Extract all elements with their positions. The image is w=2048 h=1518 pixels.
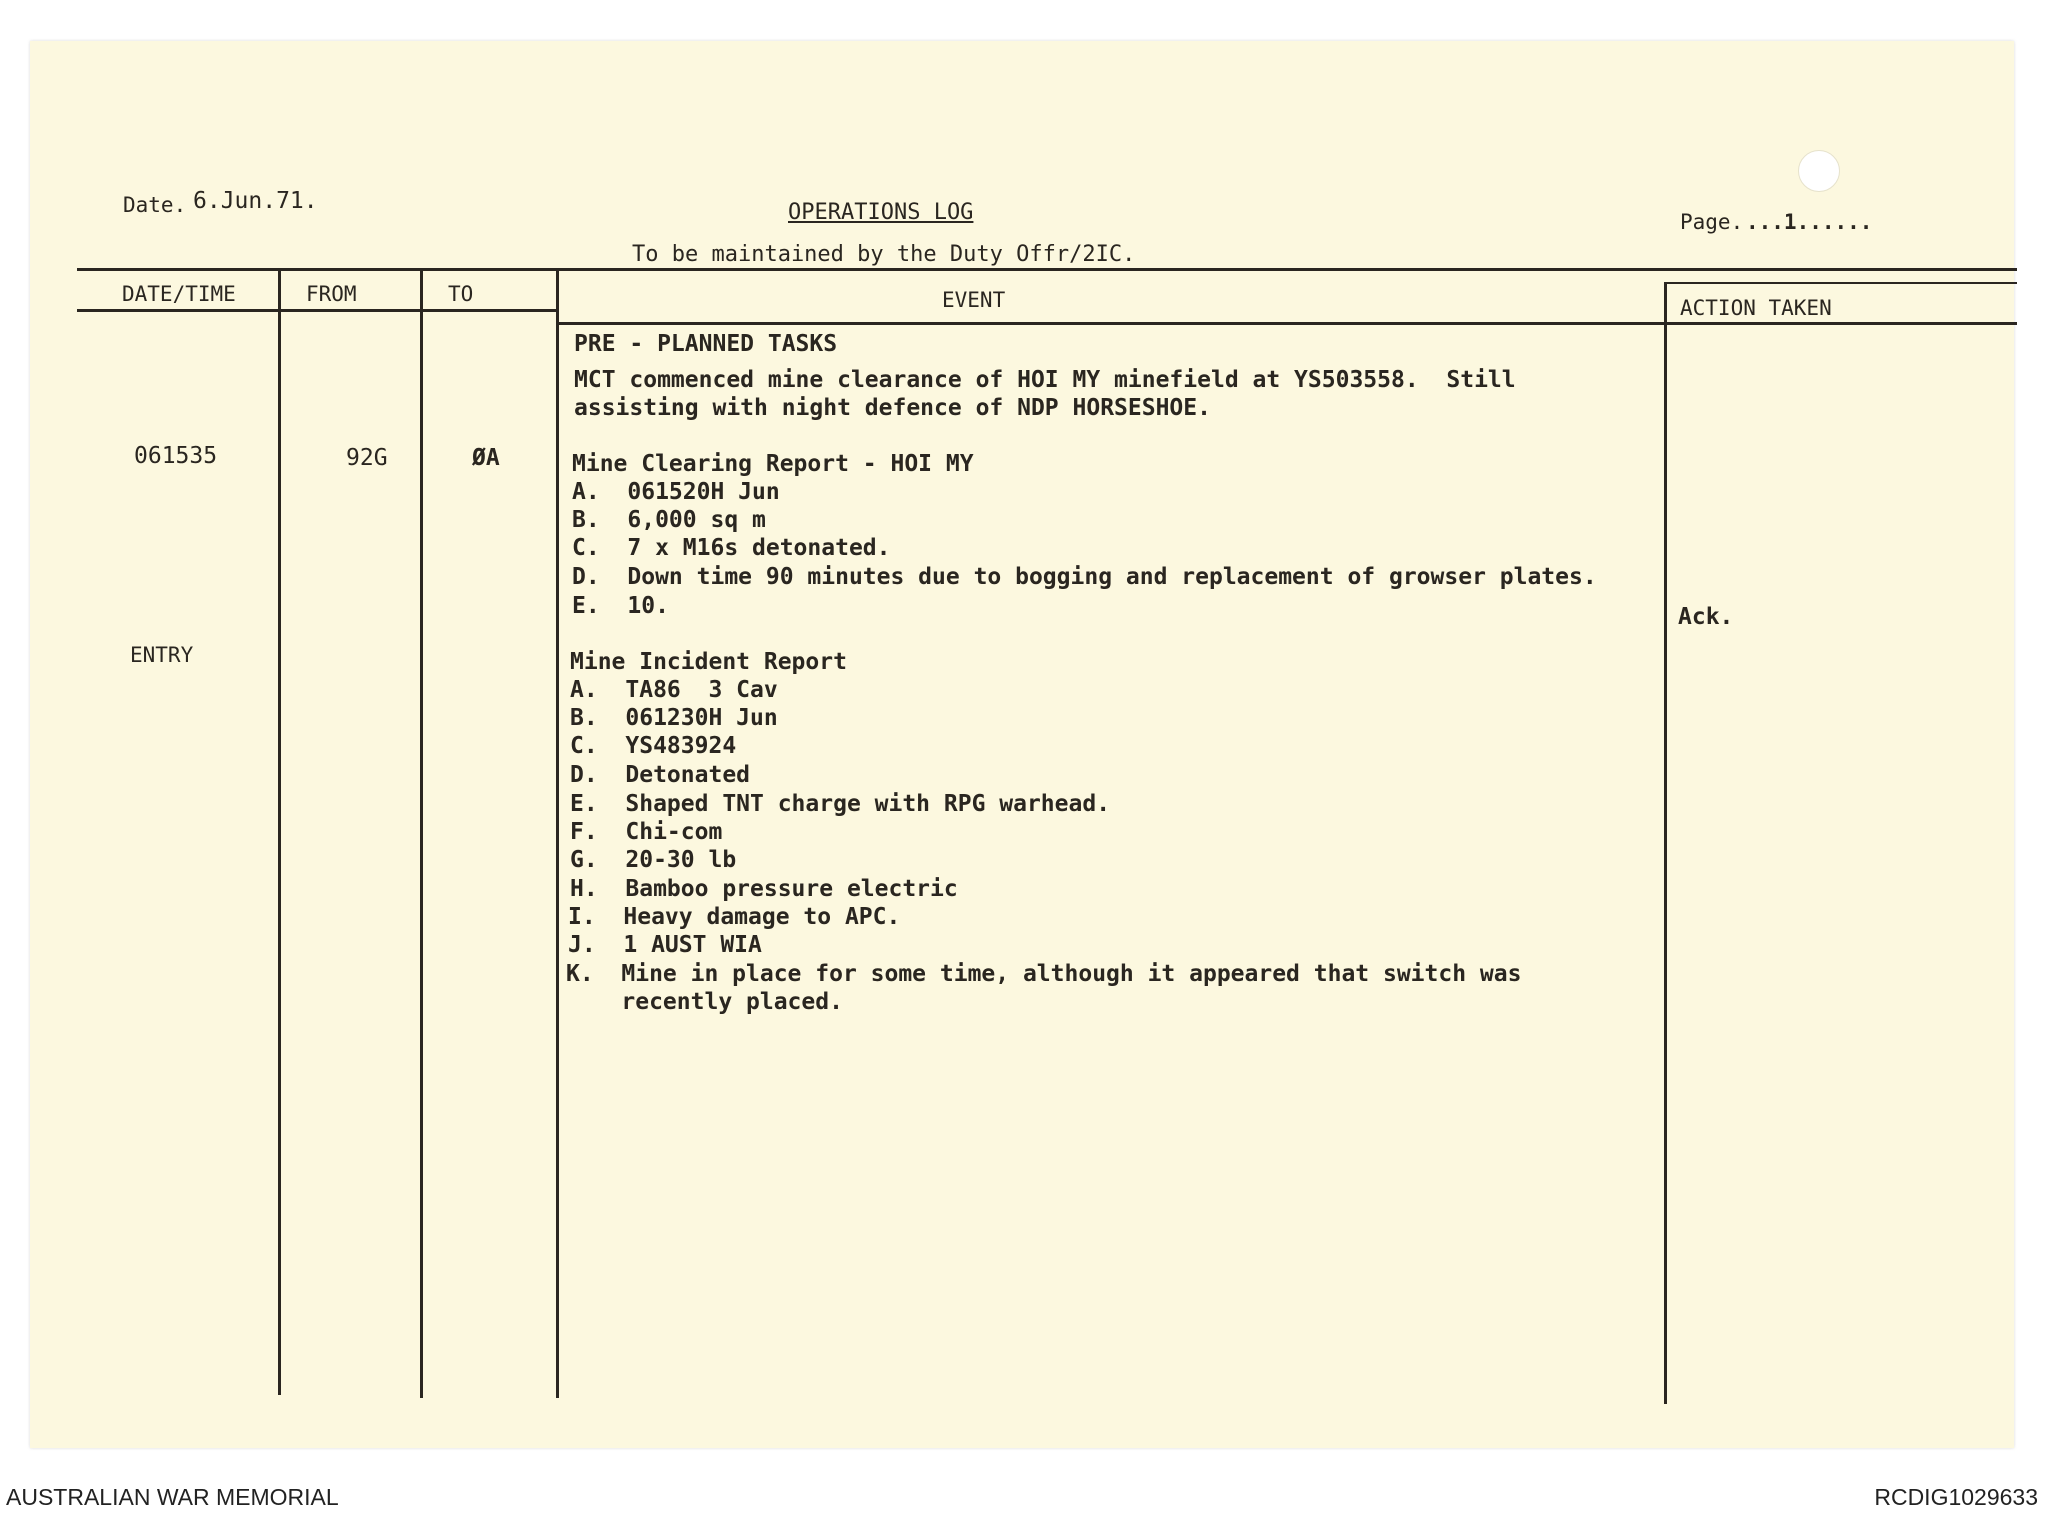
column-divider-1	[278, 270, 281, 1395]
page-title: OPERATIONS LOG	[788, 200, 974, 225]
event-line: J. 1 AUST WIA	[568, 932, 762, 958]
event-heading-preplanned: PRE - PLANNED TASKS	[574, 331, 838, 357]
column-header-from: FROM	[306, 282, 357, 306]
event-heading-mine-clearing: Mine Clearing Report - HOI MY	[572, 451, 974, 477]
event-heading-mine-incident: Mine Incident Report	[570, 649, 847, 675]
date-label: Date.	[123, 193, 187, 217]
footer-source: AUSTRALIAN WAR MEMORIAL	[6, 1484, 339, 1510]
page-number: ...1......	[1746, 210, 1873, 234]
page-label: Page.	[1680, 210, 1744, 234]
event-line: G. 20-30 lb	[570, 847, 737, 873]
column-header-action-taken: ACTION TAKEN	[1680, 296, 1832, 320]
event-line: A. 061520H Jun	[572, 479, 780, 505]
page-subtitle: To be maintained by the Duty Offr/2IC.	[632, 242, 1136, 267]
event-line: C. 7 x M16s detonated.	[572, 535, 891, 561]
event-line: I. Heavy damage to APC.	[568, 904, 901, 930]
header-bottom-rule-right	[556, 322, 2017, 325]
column-header-date-time: DATE/TIME	[122, 282, 236, 306]
column-header-to: TO	[448, 282, 474, 306]
column-header-event: EVENT	[942, 288, 1006, 312]
action-header-top-rule	[1664, 282, 2017, 284]
event-line: E. 10.	[572, 593, 669, 619]
punch-hole	[1798, 150, 1840, 192]
action-taken-value: Ack.	[1678, 604, 1734, 630]
table-top-rule	[77, 268, 2017, 271]
column-divider-4	[1664, 282, 1667, 1404]
event-line: A. TA86 3 Cav	[570, 677, 778, 703]
column-divider-3	[556, 270, 559, 1398]
event-line: F. Chi-com	[570, 819, 723, 845]
entry-to: ØA	[472, 445, 500, 471]
event-line: MCT commenced mine clearance of HOI MY minefield at YS503558. Still	[574, 367, 1516, 393]
date-value: 6.Jun.71.	[193, 188, 318, 214]
event-line: D. Detonated	[570, 762, 751, 788]
event-line: B. 6,000 sq m	[572, 507, 766, 533]
column-divider-2	[420, 270, 423, 1398]
footer-record-id: RCDIG1029633	[1874, 1484, 2038, 1510]
entry-from: 92G	[346, 445, 388, 471]
event-line: E. Shaped TNT charge with RPG warhead.	[570, 791, 1111, 817]
event-line: recently placed.	[566, 989, 843, 1015]
entry-date-time: 061535	[134, 443, 218, 469]
event-line: H. Bamboo pressure electric	[570, 876, 958, 902]
event-line: B. 061230H Jun	[570, 705, 778, 731]
event-line: assisting with night defence of NDP HORSESHOE.	[574, 395, 1211, 421]
event-line: C. YS483924	[570, 733, 737, 759]
event-line: K. Mine in place for some time, although it appeared that switch was	[566, 961, 1522, 987]
event-line: D. Down time 90 minutes due to bogging and replacement of growser plates.	[572, 564, 1597, 590]
header-bottom-rule-left	[77, 309, 556, 312]
entry-label: ENTRY	[130, 643, 194, 667]
